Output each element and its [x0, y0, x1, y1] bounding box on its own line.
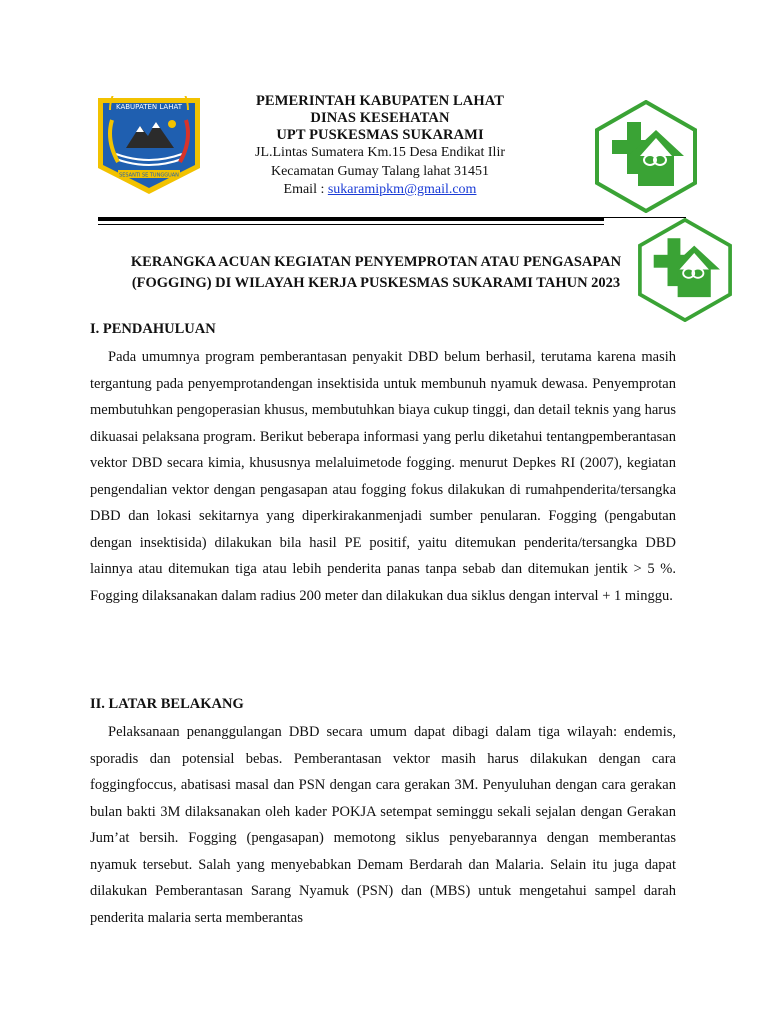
section-body-pendahuluan: Pada umumnya program pemberantasan penyakit DBD belum berhasil, terutama karena masih tergantung pada penyemprotandengan insektisida untuk membunuh nyamuk dewasa. Penyemprotan membutuhkan pengoperasian khusus, membutuhkan biaya cukup tinggi, dan detail teknis yang harus dikuasai pelaksana program. Berikut beberapa informasi yang perlu diketahui tentangpemberantasan vektor DBD secara kimia, khususnya melaluimetode fogging. menurut Depkes RI (2007), kegiatan pengendalian vektor dengan pengasapan atau fogging fokus dilakukan di rumahpenderita/tersangka DBD dan lokasi sekitarnya yang diperkirakanmenjadi sumber penularan. Fogging (pengabutan dengan insektisida) dilakukan bila hasil PE positif, yaitu ditemukan penderita/tersangka DBD lainnya atau ditemukan tiga atau lebih penderita panas tanpa sebab dan ditemukan jentik > 5 %. Fogging dilaksanakan dalam radius 200 meter dan dilakukan dua siklus dengan interval + 1 minggu. — [90, 349, 676, 604]
email-line — [230, 181, 530, 200]
section-heading-pendahuluan: I. PENDAHULUAN — [90, 321, 216, 337]
puskesmas-name: UPT PUSKESMAS SUKARAMI — [276, 127, 484, 143]
document-title-line-2: (FOGGING) DI WILAYAH KERJA PUSKESMAS SUKARAMI TAHUN 2023 — [131, 275, 621, 291]
kabupaten-lahat-logo — [96, 96, 202, 196]
address-line-1: JL.Lintas Sumatera Km.15 Desa Endikat Ilir — [255, 145, 505, 160]
department-name: DINAS KESEHATAN — [310, 110, 450, 126]
header-divider-thick — [98, 217, 686, 221]
email-link[interactable]: sukaramipkm@gmail.com — [327, 182, 477, 197]
section-heading-latar-belakang: II. LATAR BELAKANG — [90, 696, 244, 712]
email-label: Email : — [283, 182, 328, 197]
government-name: PEMERINTAH KABUPATEN LAHAT — [255, 93, 505, 109]
document-title — [96, 252, 656, 294]
puskesmas-logo — [594, 100, 698, 213]
address-line-2: Kecamatan Gumay Talang lahat 31451 — [270, 163, 490, 179]
svg-text:KABUPATEN LAHAT: KABUPATEN LAHAT — [116, 103, 182, 111]
header-divider-thin — [98, 224, 686, 225]
section-body-latar-belakang: Pelaksanaan penanggulangan DBD secara umum dapat dibagi dalam tiga wilayah: endemis, sporadis dan potensial bebas. Pemberantasan vektor masih harus dilakukan dengan cara foggingfoccus, abatisasi masal dan PSN dengan cara gerakan 3M. Penyuluhan dengan cara gerakan bulan bakti 3M dilaksanakan oleh kader POKJA setempat seminggu sekali sejalan dengan Gerakan Jum’at bersih. Fogging (pengasapan) memotong siklus penyebarannya dengan memberantas nyamuk tersebut. Salah yang menyebabkan Demam Berdarah dan Malaria. Selain itu juga dapat dilakukan Pemberantasan Sarang Nyamuk (PSN) dan (MBS) untuk mengetahui sampel darah penderita malaria serta memberantas — [90, 724, 676, 926]
document-title-line-1: KERANGKA ACUAN KEGIATAN PENYEMPROTAN ATAU PENGASAPAN — [130, 254, 622, 270]
letterhead — [230, 93, 530, 200]
svg-text:SESANTI SE TUNGGUAN: SESANTI SE TUNGGUAN — [119, 172, 179, 179]
